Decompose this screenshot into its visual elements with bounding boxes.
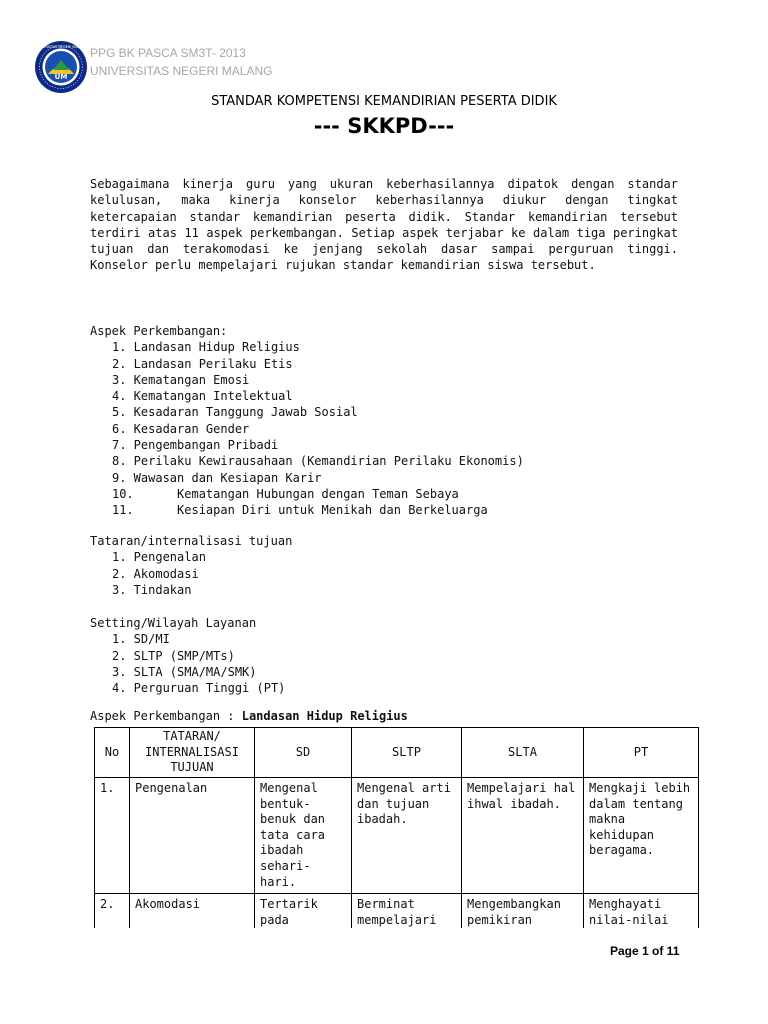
list-item: 5. Kesadaran Tanggung Jawab Sosial <box>112 405 358 420</box>
table-label-value: Landasan Hidup Religius <box>241 709 408 723</box>
table-label-prefix: Aspek Perkembangan : <box>90 709 242 723</box>
list-item: 3. Tindakan <box>112 582 192 597</box>
list-item: 2. Akomodasi <box>112 566 199 581</box>
list-item: 7. Pengembangan Pribadi <box>112 438 279 453</box>
cell-sltp: Mengenal arti dan tujuan ibadah. <box>352 778 462 894</box>
aspek-heading: Aspek Perkembangan: <box>90 324 228 338</box>
list-item: 6. Kesadaran Gender <box>112 421 250 436</box>
list-item: 11. Kesiapan Diri untuk Menikah dan Berkeluarga <box>112 503 488 518</box>
list-item: 2. Landasan Perilaku Etis <box>112 356 293 371</box>
cell-sd: Mengenal bentuk-benuk dan tata cara ibadah sehari-hari. <box>255 778 352 894</box>
cell-no: 2. <box>95 894 130 928</box>
header-tataran: TATARAN/ INTERNALISASI TUJUAN <box>130 728 255 778</box>
header-sd: SD <box>255 728 352 778</box>
cell-pt: Mengkaji lebih dalam tentang makna kehidupan beragama. <box>584 778 699 894</box>
header-sltp: SLTP <box>352 728 462 778</box>
header-program: PPG BK PASCA SM3T- 2013 <box>90 46 246 60</box>
list-item: 8. Perilaku Kewirausahaan (Kemandirian Perilaku Ekonomis) <box>112 454 524 469</box>
list-item: 2. SLTP (SMP/MTs) <box>112 648 235 663</box>
cell-tataran: Pengenalan <box>130 778 255 894</box>
skkpd-table <box>94 727 699 928</box>
table-header-row <box>95 728 699 778</box>
intro-paragraph: Sebagaimana kinerja guru yang ukuran keberhasilannya dipatok dengan standar kelulusan, maka kinerja konselor keberhasilannya diukur dengan tingkat ketercapaian standar kemandirian peserta didik. Standar kemandirian tersebut terdiri atas 11 aspek perkembangan. Setiap aspek terjabar ke dalam tiga peringkat tujuan dan terakomodasi ke jenjang sekolah dasar sampai perguruan tinggi. Konselor perlu mempelajari rujukan standar kemandirian siswa tersebut. <box>90 177 678 273</box>
cell-no: 1. <box>95 778 130 894</box>
list-item: 1. SD/MI <box>112 632 170 647</box>
header-slta: SLTA <box>462 728 584 778</box>
table-row <box>95 894 699 928</box>
list-item: 1. Pengenalan <box>112 550 206 565</box>
cell-sd: Tertarik pada <box>255 894 352 928</box>
cell-slta: Mengembangkan pemikiran <box>462 894 584 928</box>
header-university: UNIVERSITAS NEGERI MALANG <box>90 64 273 78</box>
setting-heading: Setting/Wilayah Layanan <box>90 616 257 630</box>
header-pt: PT <box>584 728 699 778</box>
page-title: STANDAR KOMPETENSI KEMANDIRIAN PESERTA DIDIK <box>211 94 557 109</box>
tataran-heading: Tataran/internalisasi tujuan <box>90 534 293 548</box>
cell-pt: Menghayati nilai-nilai <box>584 894 699 928</box>
list-item: 4. Kematangan Intelektual <box>112 389 293 404</box>
cell-sltp: Berminat mempelajari <box>352 894 462 928</box>
cell-tataran: Akomodasi <box>130 894 255 928</box>
cell-slta: Mempelajari hal ihwal ibadah. <box>462 778 584 894</box>
page-number: Page 1 of 11 <box>610 944 680 958</box>
logo-mark: UM <box>54 73 68 81</box>
list-item: 3. Kematangan Emosi <box>112 372 250 387</box>
list-item: 1. Landasan Hidup Religius <box>112 340 300 355</box>
logo-text: UNIVERSITAS NEGERI MALANG <box>35 45 87 49</box>
list-item: 9. Wawasan dan Kesiapan Karir <box>112 470 322 485</box>
list-item: 3. SLTA (SMA/MA/SMK) <box>112 664 257 679</box>
table-row <box>95 778 699 894</box>
page-subtitle: --- SKKPD--- <box>313 114 455 138</box>
list-item: 4. Perguruan Tinggi (PT) <box>112 681 286 696</box>
list-item: 10. Kematangan Hubungan dengan Teman Sebaya <box>112 486 459 501</box>
header-no: No <box>95 728 130 778</box>
